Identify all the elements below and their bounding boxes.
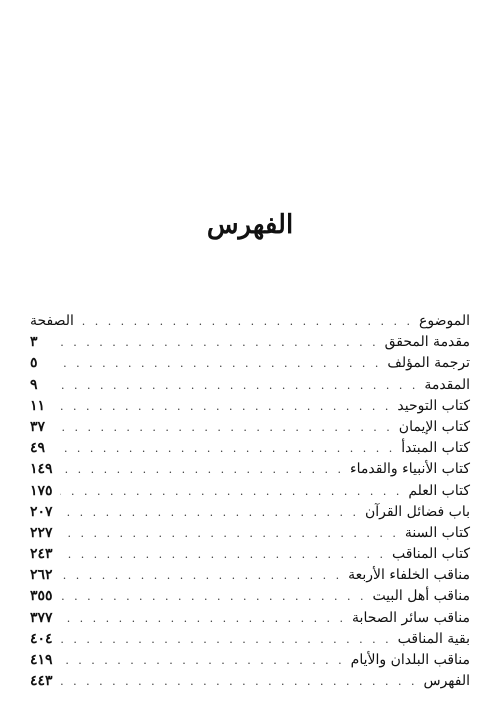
dot-leader <box>60 332 379 353</box>
toc-entry <box>30 650 470 671</box>
toc-entry-page: ٩ <box>30 376 38 393</box>
toc-entry-page: ٤١٩ <box>30 652 53 668</box>
toc-entry-page: ٣٥٥ <box>30 588 53 605</box>
toc-entry <box>30 375 470 396</box>
toc-entry-page: ٢٤٣ <box>30 546 53 563</box>
dot-leader <box>60 565 342 586</box>
toc-entry-label: كتاب المبتدأ <box>401 440 470 457</box>
toc-entry-label: كتاب الإيمان <box>398 418 470 435</box>
dot-leader <box>60 544 386 565</box>
toc-entry-page: ٣٧ <box>30 418 46 435</box>
toc-entry <box>30 459 470 480</box>
toc-entry <box>30 353 470 374</box>
toc-entry-page: ٥ <box>30 355 38 372</box>
toc-entry-page: ٤٩ <box>30 440 46 457</box>
table-of-contents <box>30 311 470 692</box>
toc-entry-label: كتاب المناقب <box>392 546 470 563</box>
toc-entry-page: ٤٠٤ <box>30 630 53 647</box>
toc-entry <box>30 586 470 607</box>
toc-entry <box>30 481 470 502</box>
toc-entry-page: ١١ <box>30 397 46 414</box>
toc-entry-page: ٢٠٧ <box>30 503 53 520</box>
toc-entry-label: مقدمة المحقق <box>384 334 470 351</box>
toc-header-row <box>30 311 470 332</box>
toc-entry-label: كتاب التوحيد <box>397 397 470 414</box>
toc-entry-page: ١٧٥ <box>30 482 53 499</box>
toc-entry <box>30 396 470 417</box>
toc-entry <box>30 523 470 544</box>
dot-leader <box>60 629 392 650</box>
toc-header-page: الصفحة <box>30 313 74 329</box>
toc-entry-page: ٣٧٧ <box>30 609 53 626</box>
toc-entry-label: مناقب سائر الصحابة <box>352 609 470 626</box>
dot-leader <box>60 459 344 480</box>
toc-entry-label: بقية المناقب <box>397 630 470 647</box>
dot-leader <box>60 608 346 629</box>
toc-entry-page: ٢٢٧ <box>30 524 53 541</box>
toc-entry-page: ٣ <box>30 334 38 351</box>
dot-leader <box>60 353 381 374</box>
dot-leader <box>60 671 417 692</box>
toc-entry-label: باب فضائل القرآن <box>365 503 470 520</box>
toc-entry-page: ٤٤٣ <box>30 673 53 690</box>
toc-entry-label: المقدمة <box>424 376 470 393</box>
toc-entry <box>30 332 470 353</box>
toc-header-topic: الموضوع <box>419 313 470 329</box>
toc-entry-page: ١٤٩ <box>30 461 53 478</box>
toc-entry-label: الفهرس <box>423 673 470 690</box>
toc-entry-label: كتاب العلم <box>408 482 470 499</box>
dot-leader <box>60 396 391 417</box>
dot-leader <box>60 438 395 459</box>
toc-entry <box>30 544 470 565</box>
page-title: الفهرس <box>206 210 294 240</box>
dot-leader <box>60 417 393 438</box>
toc-entry <box>30 417 470 438</box>
toc-entry-label: مناقب البلدان والأيام <box>350 652 470 668</box>
dot-leader <box>60 502 359 523</box>
dot-leader <box>80 311 413 332</box>
toc-entry-label: مناقب أهل البيت <box>372 588 470 605</box>
toc-entry <box>30 629 470 650</box>
toc-entry-label: ترجمة المؤلف <box>387 355 470 372</box>
toc-entry-page: ٢٦٢ <box>30 567 53 584</box>
toc-entry <box>30 671 470 692</box>
dot-leader <box>60 523 399 544</box>
toc-entry <box>30 565 470 586</box>
dot-leader <box>60 650 345 671</box>
dot-leader <box>60 375 418 396</box>
dot-leader <box>60 481 402 502</box>
toc-entry-label: مناقب الخلفاء الأربعة <box>348 567 470 584</box>
toc-entry <box>30 502 470 523</box>
toc-entry <box>30 438 470 459</box>
dot-leader <box>60 586 366 607</box>
toc-entry <box>30 608 470 629</box>
toc-entry-label: كتاب الأنبياء والقدماء <box>350 461 470 478</box>
toc-entry-label: كتاب السنة <box>404 524 470 541</box>
